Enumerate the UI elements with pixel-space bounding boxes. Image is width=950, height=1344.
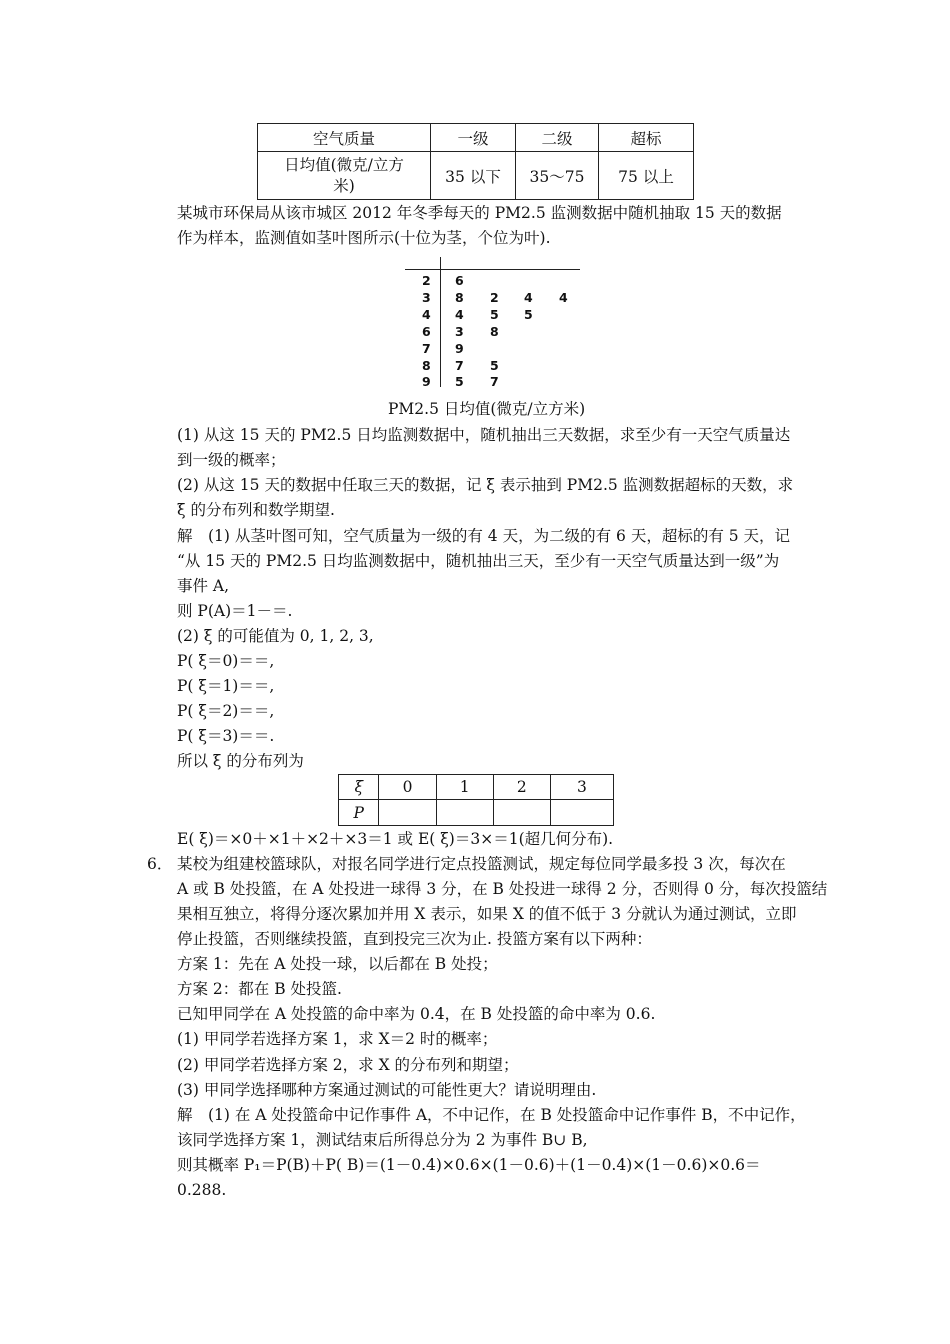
leaf: 2: [490, 290, 499, 305]
stem: 3: [422, 290, 431, 305]
solution-line: 所以 ξ 的分布列为: [177, 752, 304, 770]
aq-value-level2: 35～75: [516, 152, 599, 200]
problem-line: (2) 甲同学若选择方案 2，求 X 的分布列和期望；: [177, 1056, 519, 1074]
solution-line: 则 P(A)＝1－＝.: [177, 602, 293, 620]
question-line: ξ 的分布列和数学期望.: [177, 501, 335, 519]
leaf: 4: [455, 307, 464, 322]
leaf: 5: [455, 374, 464, 389]
aq-header-exceed: 超标: [599, 124, 694, 152]
solution-line: (2) ξ 的可能值为 0, 1, 2, 3,: [177, 627, 374, 645]
leaf: 5: [490, 358, 499, 373]
leaf: 9: [455, 341, 464, 356]
problem-6-number: 6．: [147, 855, 173, 873]
aq-header-level1: 一级: [431, 124, 516, 152]
leaf: 4: [559, 290, 568, 305]
problem-line: 解 (1) 在 A 处投篮命中记作事件 A，不中记作，在 B 处投篮命中记作事件 B，不中记作，: [177, 1106, 806, 1124]
stem: 6: [422, 324, 431, 339]
dist-cell: [493, 800, 550, 826]
dist-cell: [436, 800, 493, 826]
dist-header-0: 0: [379, 775, 436, 800]
aq-header-level2: 二级: [516, 124, 599, 152]
problem-line: 果相互独立，将得分逐次累加并用 X 表示，如果 X 的值不低于 3 分就认为通过测试，立即: [177, 905, 797, 923]
solution-line: 事件 A,: [177, 577, 230, 595]
stem: 9: [422, 374, 431, 389]
dist-header-1: 1: [436, 775, 493, 800]
problem-line: 则其概率 P₁＝P(B)＋P( B)＝(1－0.4)×0.6×(1－0.6)＋(1－0.4)×(1－0.6)×0.6＝: [177, 1156, 761, 1174]
dist-header-xi: ξ: [339, 775, 379, 800]
problem-line: 该同学选择方案 1，测试结束后所得总分为 2 为事件 B∪ B,: [177, 1131, 588, 1149]
problem-line: (3) 甲同学选择哪种方案通过测试的可能性更大？请说明理由.: [177, 1081, 597, 1099]
solution-line: “从 15 天的 PM2.5 日均监测数据中，随机抽出三天，至少有一天空气质量达到一级”为: [177, 552, 780, 570]
dist-cell: [550, 800, 613, 826]
problem-line: 某校为组建校篮球队，对报名同学进行定点投篮测试，规定每位同学最多投 3 次，每次在: [177, 855, 786, 873]
expectation-line: E( ξ)＝×0＋×1＋×2＋×3＝1 或 E( ξ)＝3×＝1(超几何分布).: [177, 830, 614, 848]
aq-row-label-line2: 米): [333, 176, 355, 195]
solution-line: P( ξ＝3)＝＝.: [177, 727, 275, 745]
leaf: 5: [490, 307, 499, 322]
dist-header-2: 2: [493, 775, 550, 800]
stem: 7: [422, 341, 431, 356]
stem-leaf-plot: [405, 257, 580, 387]
intro-line-1: 某城市环保局从该市城区 2012 年冬季每天的 PM2.5 监测数据中随机抽取 15 天的数据: [177, 204, 782, 222]
aq-row-label: [258, 152, 431, 200]
problem-line: 已知甲同学在 A 处投篮的命中率为 0.4，在 B 处投篮的命中率为 0.6.: [177, 1005, 656, 1023]
stem-leaf-divider: [440, 257, 441, 387]
dist-header-3: 3: [550, 775, 613, 800]
problem-line: (1) 甲同学若选择方案 1，求 X＝2 时的概率；: [177, 1030, 498, 1048]
dist-row-label: P: [339, 800, 379, 826]
leaf: 5: [524, 307, 533, 322]
leaf: 4: [524, 290, 533, 305]
problem-line: 方案 1：先在 A 处投一球，以后都在 B 处投；: [177, 955, 498, 973]
solution-line: P( ξ＝1)＝＝,: [177, 677, 275, 695]
solution-line: P( ξ＝2)＝＝,: [177, 702, 275, 720]
distribution-table: [338, 774, 614, 826]
aq-value-level1: 35 以下: [431, 152, 516, 200]
aq-header-quality: 空气质量: [258, 124, 431, 152]
leaf: 7: [455, 358, 464, 373]
stem-leaf-caption: PM2.5 日均值(微克/立方米): [388, 400, 586, 418]
solution-line: P( ξ＝0)＝＝,: [177, 652, 275, 670]
stem-leaf-top-rule: [405, 269, 580, 270]
leaf: 7: [490, 374, 499, 389]
leaf: 8: [490, 324, 499, 339]
aq-row-label-line1: 日均值(微克/立方: [284, 155, 404, 174]
question-line: (2) 从这 15 天的数据中任取三天的数据，记 ξ 表示抽到 PM2.5 监测数据超标的天数，求: [177, 476, 794, 494]
stem: 2: [422, 273, 431, 288]
leaf: 3: [455, 324, 464, 339]
aq-value-exceed: 75 以上: [599, 152, 694, 200]
dist-cell: [379, 800, 436, 826]
stem: 8: [422, 358, 431, 373]
air-quality-table: [257, 123, 694, 200]
stem: 4: [422, 307, 431, 322]
problem-line: 方案 2：都在 B 处投篮.: [177, 980, 342, 998]
problem-line: 停止投篮，否则继续投篮，直到投完三次为止. 投篮方案有以下两种：: [177, 930, 652, 948]
question-line: 到一级的概率；: [177, 451, 286, 469]
problem-line: 0.288.: [177, 1181, 227, 1199]
leaf: 6: [455, 273, 464, 288]
solution-line: 解 (1) 从茎叶图可知，空气质量为一级的有 4 天，为二级的有 6 天，超标的有 5 天，记: [177, 527, 791, 545]
problem-line: A 或 B 处投篮，在 A 处投进一球得 3 分，在 B 处投进一球得 2 分，否则得 0 分，每次投篮结: [177, 880, 828, 898]
question-line: (1) 从这 15 天的 PM2.5 日均监测数据中，随机抽出三天数据，求至少有一天空气质量达: [177, 426, 791, 444]
intro-line-2: 作为样本，监测值如茎叶图所示(十位为茎，个位为叶).: [177, 229, 551, 247]
leaf: 8: [455, 290, 464, 305]
